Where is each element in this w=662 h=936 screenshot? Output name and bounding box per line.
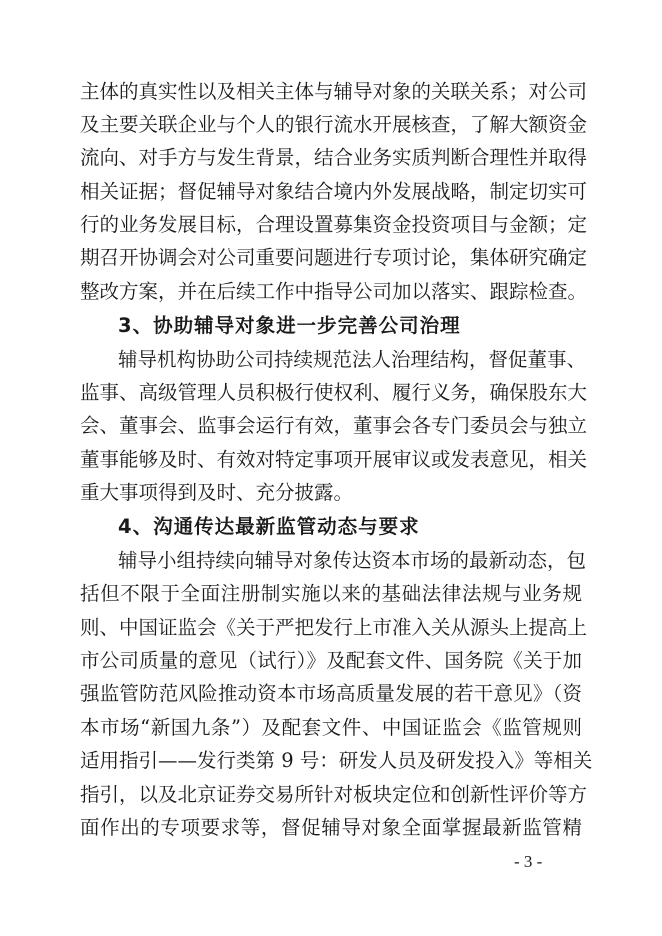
paragraph-line: 辅导小组持续向辅导对象传达资本市场的最新动态，包 <box>118 549 587 572</box>
paragraph-line: 流向、对手方与发生背景，结合业务实质判断合理性并取得 <box>80 146 588 169</box>
paragraph-line: 会、董事会、监事会运行有效，董事会各专门委员会与独立 <box>80 414 588 437</box>
page-number: - 3 - <box>514 852 543 871</box>
paragraph-line: 指引，以及北京证券交易所针对板块定位和创新性评价等方 <box>80 783 588 806</box>
paragraph-line: 及主要关联企业与个人的银行流水开展核查，了解大额资金 <box>80 113 588 136</box>
paragraph-line: 适用指引——发行类第 9 号：研发人员及研发投入》等相关 <box>80 749 593 772</box>
paragraph-line: 重大事项得到及时、充分披露。 <box>80 481 354 504</box>
paragraph-line: 市公司质量的意见（试行）》及配套文件、国务院《关于加 <box>80 649 582 672</box>
paragraph-line: 董事能够及时、有效对特定事项开展审议或发表意见，相关 <box>80 448 588 471</box>
paragraph-line: 辅导机构协助公司持续规范法人治理结构，督促董事、 <box>118 348 587 371</box>
paragraph-line: 则、中国证监会《关于严把发行上市准入关从源头上提高上 <box>80 616 588 639</box>
paragraph-line: 相关证据；督促辅导对象结合境内外发展战略，制定切实可 <box>80 180 588 203</box>
section-heading: 3、协助辅导对象进一步完善公司治理 <box>118 314 461 337</box>
paragraph-line: 期召开协调会对公司重要问题进行专项讨论，集体研究确定 <box>80 246 588 269</box>
paragraph-line: 行的业务发展目标，合理设置募集资金投资项目与金额；定 <box>80 213 588 236</box>
paragraph-line: 括但不限于全面注册制实施以来的基础法律法规与业务规 <box>80 582 582 605</box>
section-heading: 4、沟通传达最新监管动态与要求 <box>118 515 420 538</box>
paragraph-line: 监事、高级管理人员积极行使权利、履行义务，确保股东大 <box>80 381 588 404</box>
paragraph-line: 本市场“新国九条”）及配套文件、中国证监会《监管规则 <box>80 716 582 739</box>
paragraph-line: 主体的真实性以及相关主体与辅导对象的关联关系；对公司 <box>80 80 588 103</box>
paragraph-line: 面作出的专项要求等，督促辅导对象全面掌握最新监管精 <box>80 816 582 839</box>
paragraph-line: 整改方案，并在后续工作中指导公司加以落实、跟踪检查。 <box>80 280 588 303</box>
paragraph-line: 强监管防范风险推动资本市场高质量发展的若干意见》（资 <box>80 682 582 705</box>
